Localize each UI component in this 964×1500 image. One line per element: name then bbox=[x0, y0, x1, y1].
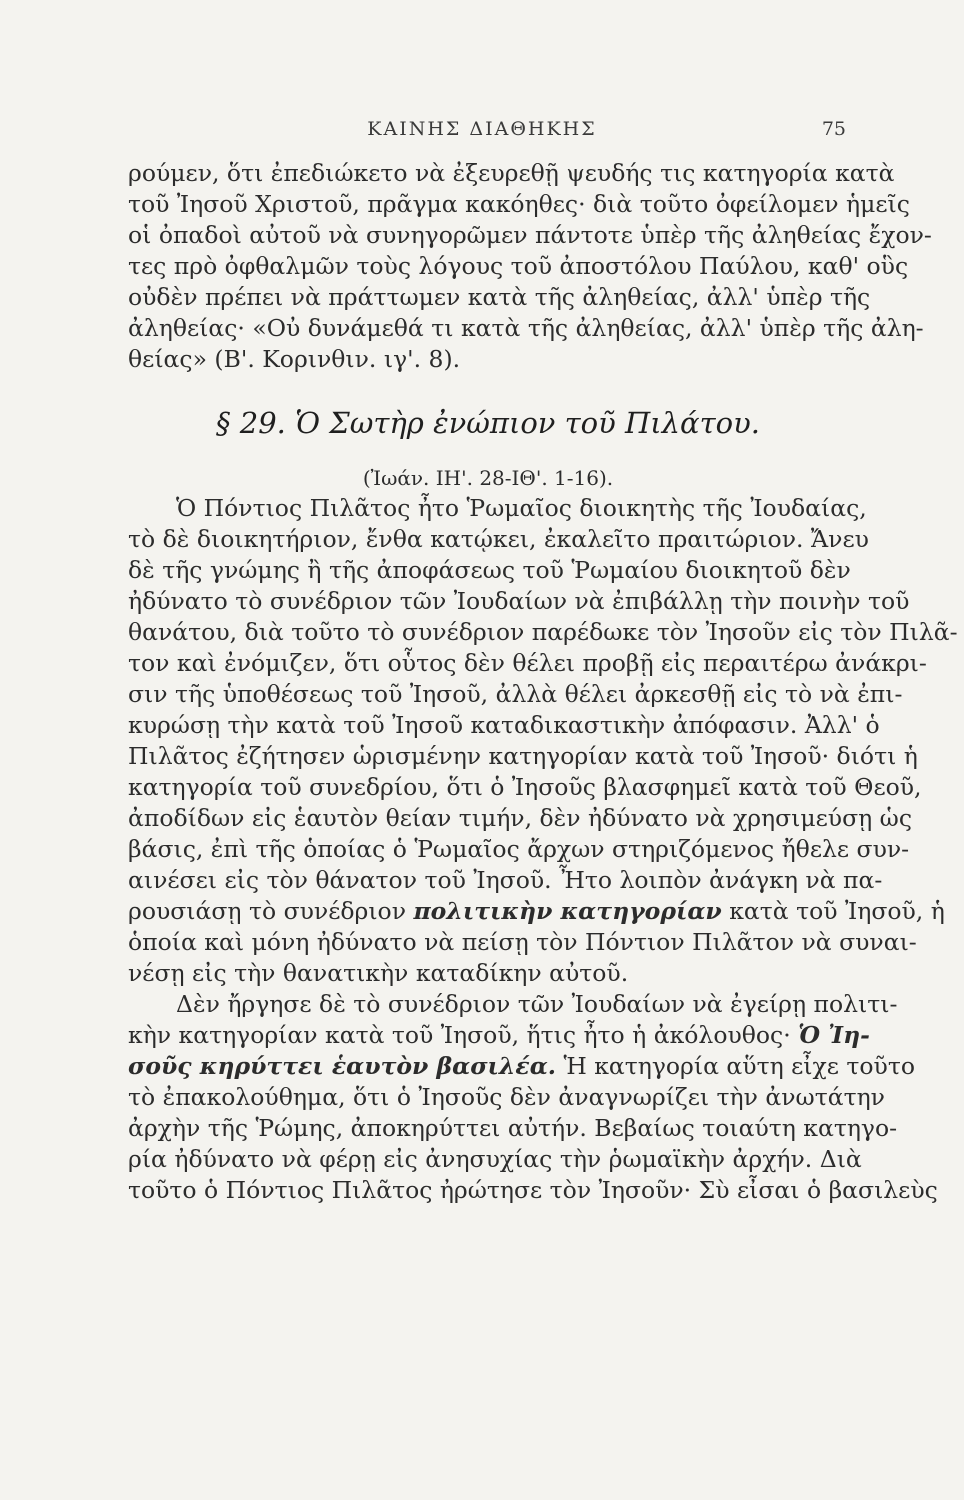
text-line: τοῦτο ὁ Πόντιος Πιλᾶτος ἠρώτησε τὸν Ἰησοῦν· Σὺ εἶσαι ὁ βασιλεὺς bbox=[128, 1176, 938, 1204]
text-run: Ἡ κατηγορία αὕτη εἶχε τοῦτο bbox=[555, 1052, 915, 1080]
running-title: ΚΑΙΝΗΣ ΔΙΑΘΗΚΗΣ bbox=[367, 118, 597, 140]
text-line: ρούμεν, ὅτι ἐπεδιώκετο νὰ ἐξευρεθῇ ψευδής τις κατηγορία κατὰ bbox=[128, 159, 895, 187]
text-line: σιν τῆς ὑποθέσεως τοῦ Ἰησοῦ, ἀλλὰ θέλει ἀρκεσθῇ εἰς τὸ νὰ ἐπι- bbox=[128, 680, 903, 708]
text-line: τὸ ἐπακολούθημα, ὅτι ὁ Ἰησοῦς δὲν ἀναγνωρίζει τὴν ἀνωτάτην bbox=[128, 1083, 885, 1111]
text-line: θείας» (Β'. Κορινθιν. ιγ'. 8). bbox=[128, 345, 461, 373]
emphasis-text: σοῦς κηρύττει ἑαυτὸν βασιλέα. bbox=[128, 1052, 556, 1080]
text-line: ἀποδίδων εἰς ἑαυτὸν θείαν τιμήν, δὲν ἠδύνατο νὰ χρησιμεύσῃ ὡς bbox=[128, 804, 913, 832]
text-run: κὴν κατηγορίαν κατὰ τοῦ Ἰησοῦ, ἥτις ἦτο ἡ ἀκόλουθος· bbox=[128, 1021, 799, 1049]
text-line: τὸ δὲ διοικητήριον, ἔνθα κατῴκει, ἐκαλεῖτο πραιτώριον. Ἄνευ bbox=[128, 525, 869, 553]
emphasis-text: πολιτικὴν κατηγορίαν bbox=[413, 897, 722, 925]
text-line: ἀληθείας· «Οὐ δυνάμεθά τι κατὰ τῆς ἀληθείας, ἀλλ' ὑπὲρ τῆς ἀλη- bbox=[128, 314, 924, 342]
text-run: ρουσιάσῃ τὸ συνέδριον bbox=[128, 897, 414, 925]
page-body bbox=[128, 158, 958, 1206]
text-line: οἱ ὀπαδοὶ αὐτοῦ νὰ συνηγορῶμεν πάντοτε ὑπὲρ τῆς ἀληθείας ἔχον- bbox=[128, 221, 932, 249]
text-line: κυρώσῃ τὴν κατὰ τοῦ Ἰησοῦ καταδικαστικὴν ἀπόφασιν. Ἀλλ' ὁ bbox=[128, 711, 880, 739]
text-line: τον καὶ ἐνόμιζεν, ὅτι οὗτος δὲν θέλει προβῇ εἰς περαιτέρω ἀνάκρι- bbox=[128, 649, 927, 677]
text-line: οὐδὲν πρέπει νὰ πράττωμεν κατὰ τῆς ἀληθείας, ἀλλ' ὑπὲρ τῆς bbox=[128, 283, 871, 311]
text-line: ἀρχὴν τῆς Ῥώμης, ἀποκηρύττει αὐτήν. Βεβαίως τοιαύτη κατηγο- bbox=[128, 1114, 898, 1142]
text-line-emphasis bbox=[128, 1020, 870, 1051]
text-line: δὲ τῆς γνώμης ἢ τῆς ἀποφάσεως τοῦ Ῥωμαίου διοικητοῦ δὲν bbox=[128, 556, 851, 584]
intro-paragraph bbox=[128, 158, 932, 375]
text-line: Δὲν ἤργησε δὲ τὸ συνέδριον τῶν Ἰουδαίων νὰ ἐγείρῃ πολιτι- bbox=[176, 990, 898, 1018]
page-number: 75 bbox=[821, 118, 846, 140]
emphasis-text: Ὁ Ἰη- bbox=[798, 1021, 870, 1049]
text-line: τοῦ Ἰησοῦ Χριστοῦ, πρᾶγμα κακόηθες· διὰ τοῦτο ὀφείλομεν ἡμεῖς bbox=[128, 190, 910, 218]
text-line: ρία ἠδύνατο νὰ φέρῃ εἰς ἀνησυχίας τὴν ῥωμαϊκὴν ἀρχήν. Διὰ bbox=[128, 1145, 862, 1173]
text-line-emphasis bbox=[128, 896, 945, 927]
text-line: Πιλᾶτος ἐζήτησεν ὡρισμένην κατηγορίαν κατὰ τοῦ Ἰησοῦ· διότι ἡ bbox=[128, 742, 918, 770]
text-run: κατὰ τοῦ Ἰησοῦ, ἡ bbox=[721, 897, 945, 925]
text-line-emphasis bbox=[128, 1051, 915, 1082]
text-line: ἠδύνατο τὸ συνέδριον τῶν Ἰουδαίων νὰ ἐπιβάλλῃ τὴν ποινὴν τοῦ bbox=[128, 587, 910, 615]
text-line: θανάτου, διὰ τοῦτο τὸ συνέδριον παρέδωκε τὸν Ἰησοῦν εἰς τὸν Πιλᾶ- bbox=[128, 618, 958, 646]
paragraph-1 bbox=[128, 493, 958, 989]
section-title: § 29. Ὁ Σωτὴρ ἐνώπιον τοῦ Πιλάτου. bbox=[216, 406, 760, 440]
text-line: Ὁ Πόντιος Πιλᾶτος ἦτο Ῥωμαῖος διοικητὴς τῆς Ἰουδαίας, bbox=[176, 494, 867, 522]
text-line: βάσις, ἐπὶ τῆς ὁποίας ὁ Ῥωμαῖος ἄρχων στηριζόμενος ἤθελε συν- bbox=[128, 835, 910, 863]
text-line: κατηγορία τοῦ συνεδρίου, ὅτι ὁ Ἰησοῦς βλασφημεῖ κατὰ τοῦ Θεοῦ, bbox=[128, 773, 922, 801]
section-reference: (Ἰωάν. ΙΗ'. 28-ΙΘ'. 1-16). bbox=[362, 466, 614, 490]
text-line: ὁποία καὶ μόνη ἠδύνατο νὰ πείσῃ τὸν Πόντιον Πιλᾶτον νὰ συναι- bbox=[128, 928, 917, 956]
text-line: τες πρὸ ὀφθαλμῶν τοὺς λόγους τοῦ ἀποστόλου Παύλου, καθ' οὓς bbox=[128, 252, 909, 280]
text-line: νέσῃ εἰς τὴν θανατικὴν καταδίκην αὐτοῦ. bbox=[128, 959, 629, 987]
paragraph-2 bbox=[128, 989, 938, 1206]
text-line: αινέσει εἰς τὸν θάνατον τοῦ Ἰησοῦ. Ἦτο λοιπὸν ἀνάγκη νὰ πα- bbox=[128, 866, 883, 894]
